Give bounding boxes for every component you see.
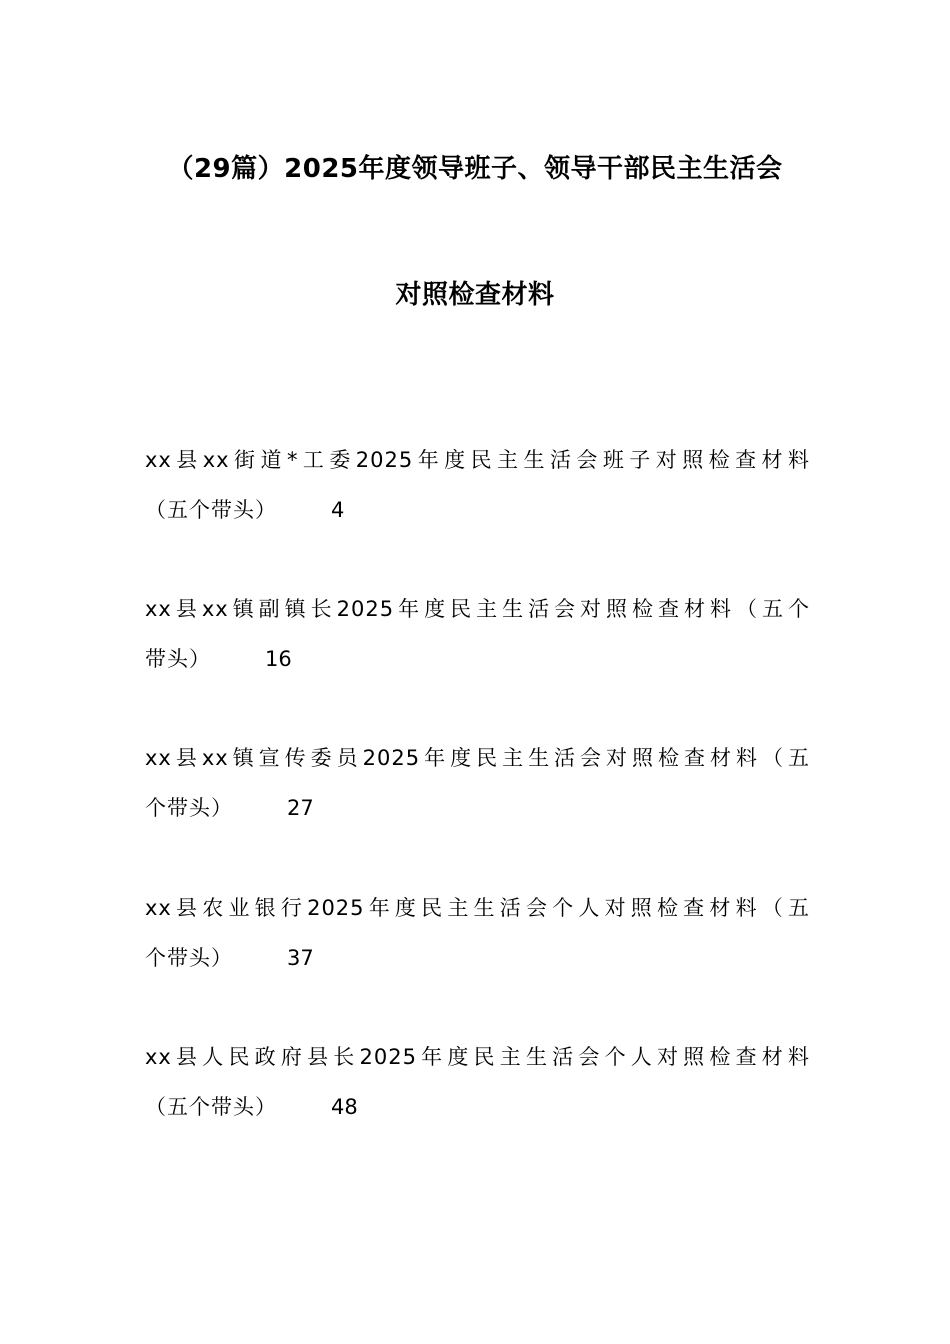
toc-entry-title: xx县xx镇副镇长2025年度民主生活会对照检查材料（五个 xyxy=(145,597,810,621)
document-title-line-1: （29篇）2025年度领导班子、领导干部民主生活会 xyxy=(167,154,783,184)
toc-entry-title-tail: （五个带头） xyxy=(145,498,277,522)
toc-entry-title-tail: （五个带头） xyxy=(145,1095,277,1119)
toc-entry[interactable] xyxy=(145,435,810,535)
toc-entry-title-tail: 带头） xyxy=(145,647,211,671)
toc-page-number: 37 xyxy=(287,946,314,970)
toc-entry[interactable] xyxy=(145,1032,810,1132)
toc-entry-title: xx县xx街道*工委2025年度民主生活会班子对照检查材料 xyxy=(145,448,810,472)
toc-entry-title: xx县xx镇宣传委员2025年度民主生活会对照检查材料（五 xyxy=(145,746,810,770)
toc-entry-title-tail: 个带头） xyxy=(145,946,233,970)
toc-entry-title-continued xyxy=(145,634,810,684)
toc-entry-title-tail: 个带头） xyxy=(145,796,233,820)
toc-page-number: 27 xyxy=(287,796,314,820)
toc-entry-title: xx县农业银行2025年度民主生活会个人对照检查材料（五 xyxy=(145,896,810,920)
toc-entry-title: xx县人民政府县长2025年度民主生活会个人对照检查材料 xyxy=(145,1045,810,1069)
toc-page-number: 48 xyxy=(331,1095,358,1119)
document-title-line-2: 对照检查材料 xyxy=(395,280,555,310)
toc-page-number: 4 xyxy=(331,498,345,522)
toc-entry[interactable] xyxy=(145,883,810,983)
toc-entry-title-continued xyxy=(145,485,810,535)
toc-entry[interactable] xyxy=(145,584,810,684)
toc-entry-title-continued xyxy=(145,933,810,983)
toc-entry-title-continued xyxy=(145,783,810,833)
toc-entry-title-continued xyxy=(145,1082,810,1132)
toc-page-number: 16 xyxy=(265,647,292,671)
toc-entry[interactable] xyxy=(145,733,810,833)
